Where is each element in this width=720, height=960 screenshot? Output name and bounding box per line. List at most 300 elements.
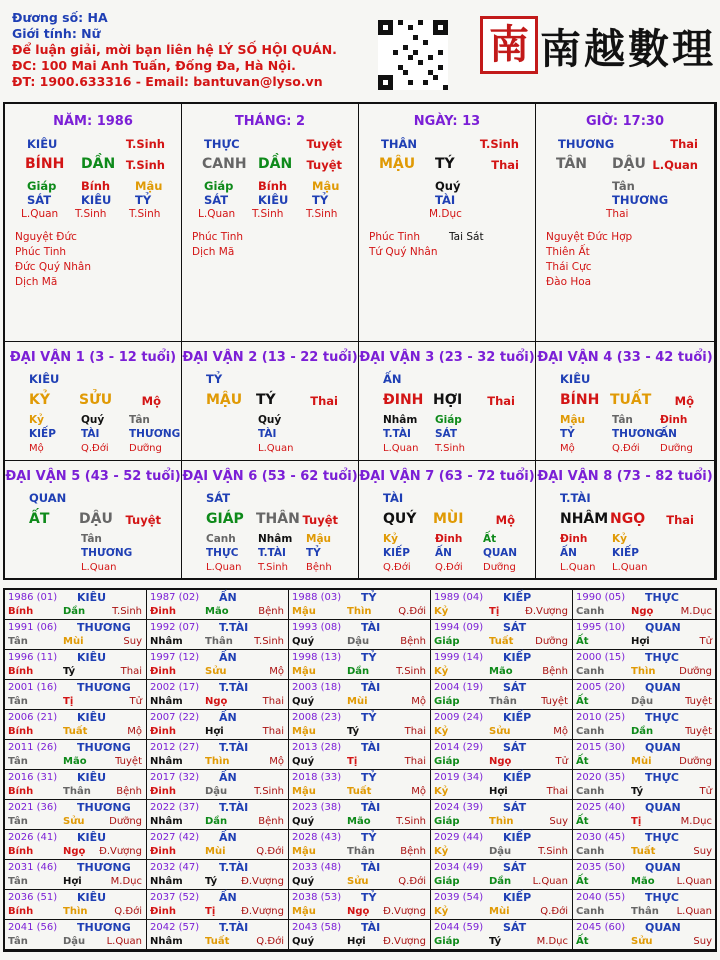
year-cell: [5, 920, 147, 950]
year-stage: Q.Đới: [398, 606, 426, 617]
year-can: Mậu: [292, 906, 316, 917]
year-god: SÁT: [503, 801, 527, 814]
star-item: Dịch Mã: [15, 276, 58, 288]
dai-van-chi: HỢI: [433, 392, 463, 408]
dai-van-stage: Thai: [310, 394, 338, 408]
dv-hidden-god-1: THƯƠNG: [612, 428, 664, 440]
hidden-god-0: SÁT: [204, 193, 229, 207]
hidden-stem-2: Mậu: [312, 179, 340, 193]
dai-van-god: KIÊU: [560, 372, 591, 386]
year-chi: Dần: [489, 876, 512, 887]
year-chi: Sửu: [489, 726, 511, 737]
year-can: Nhâm: [150, 936, 183, 947]
dv-hidden-stage-2: Dưỡng: [129, 443, 162, 454]
year-can: Mậu: [292, 726, 316, 737]
year-stage: Q.Đới: [256, 936, 284, 947]
dv-hidden-2: Tân: [129, 414, 150, 426]
dv-hidden-god-1: ẤN: [435, 547, 452, 559]
year-stage: Tử: [699, 636, 712, 647]
year-chi: Dậu: [347, 636, 370, 647]
year-cell: [289, 890, 431, 920]
year-chi: Mão: [205, 606, 229, 617]
year-cell: [573, 860, 717, 890]
dv-hidden-1: Quý: [81, 414, 105, 426]
year-can: Canh: [576, 726, 605, 737]
gioi-tinh: Giới tính: Nữ: [12, 26, 101, 41]
pillar-god: THÂN: [381, 137, 417, 151]
dai-van-title: ĐẠI VẬN 1 (3 - 12 tuổi): [9, 350, 177, 365]
hidden-stage-1: Thai: [606, 208, 629, 220]
year-chi: Thân: [489, 696, 517, 707]
year-chi: Dậu: [63, 936, 86, 947]
contact-line: Để luận giải, mời bạn liên hệ LÝ SỐ HỘI QUÁN.: [12, 42, 337, 57]
year-chi: Mùi: [631, 756, 652, 767]
year-can: Giáp: [434, 936, 460, 947]
year-chi: Mùi: [347, 696, 368, 707]
pillar-chi: DẦN: [258, 156, 293, 172]
year-cell: [573, 890, 717, 920]
year-label: 2019 (34): [434, 772, 484, 783]
dai-van-god: SÁT: [206, 491, 231, 505]
year-god: TỶ: [361, 771, 377, 784]
year-can: Bính: [8, 786, 34, 797]
dv-hidden-god-0: T.TÀI: [383, 428, 411, 440]
year-cell: [147, 920, 289, 950]
year-can: Nhâm: [150, 696, 183, 707]
dv-hidden-0: Kỷ: [383, 533, 398, 545]
year-stage: Đ.Vượng: [383, 906, 426, 917]
year-label: 2020 (35): [576, 772, 626, 783]
year-cell: [5, 590, 147, 620]
year-chi: Dậu: [631, 696, 654, 707]
year-god: QUAN: [645, 801, 681, 814]
dai-van-god: TỶ: [206, 372, 223, 386]
year-stage: Q.Đới: [256, 846, 284, 857]
dai-van-title: ĐẠI VẬN 5 (43 - 52 tuổi): [5, 469, 181, 484]
year-cell: [5, 830, 147, 860]
year-god: THỰC: [645, 711, 679, 724]
year-god: ẤN: [219, 711, 237, 724]
year-chi: Thìn: [347, 606, 372, 617]
year-god: TÀI: [361, 621, 381, 634]
year-stage: Mộ: [411, 696, 426, 707]
dai-van-can: NHÂM: [560, 511, 609, 527]
phone-email-line: ĐT: 1900.633316 - Email: bantuvan@lyso.vn: [12, 74, 323, 89]
year-chi: Tuất: [347, 786, 372, 797]
year-can: Kỷ: [434, 906, 449, 917]
star-item: Nguyệt Đức Hợp: [546, 231, 633, 243]
dai-van-5: [5, 461, 182, 580]
year-label: 1989 (04): [434, 592, 484, 603]
year-cell: [147, 740, 289, 770]
year-god: SÁT: [503, 921, 527, 934]
hidden-god-0: SÁT: [27, 193, 52, 207]
dv-hidden-stage-1: T.Sinh: [435, 443, 465, 454]
year-label: 2023 (38): [292, 802, 342, 813]
year-label: 2004 (19): [434, 682, 484, 693]
year-god: THƯƠNG: [77, 741, 131, 754]
year-can: Bính: [8, 726, 34, 737]
year-god: KIẾP: [503, 831, 532, 844]
year-cell: [573, 620, 717, 650]
year-god: TÀI: [361, 921, 381, 934]
year-label: 2021 (36): [8, 802, 58, 813]
year-can: Ất: [576, 936, 589, 947]
year-chi: Tị: [205, 906, 216, 917]
year-chi: Dần: [205, 816, 228, 827]
pillar-god-stage: Tuyệt: [306, 137, 342, 151]
year-can: Quý: [292, 816, 315, 827]
pillar-chi-stage: L.Quan: [652, 158, 698, 172]
year-can: Tân: [8, 636, 28, 647]
year-cell: [289, 740, 431, 770]
year-god: ẤN: [219, 831, 237, 844]
year-label: 2003 (18): [292, 682, 342, 693]
year-stage: Mộ: [411, 786, 426, 797]
year-chi: Mão: [631, 876, 655, 887]
year-god: THƯƠNG: [77, 681, 131, 694]
pillar-can: MẬU: [379, 156, 416, 172]
year-stage: M.Dục: [680, 816, 712, 827]
dai-van-title: ĐẠI VẬN 8 (73 - 82 tuổi): [537, 469, 713, 484]
year-chi: Dần: [347, 666, 370, 677]
year-stage: Đ.Vượng: [99, 846, 142, 857]
year-god: KIẾP: [503, 891, 532, 904]
dai-van-can: QUÝ: [383, 511, 417, 527]
pillar-can: BÍNH: [25, 156, 65, 172]
year-label: 2018 (33): [292, 772, 342, 783]
year-cell: [147, 650, 289, 680]
dai-van-god: TÀI: [383, 491, 404, 505]
dv-hidden-0: Kỷ: [29, 414, 44, 426]
dai-van-3: [359, 342, 536, 461]
hidden-stem-0: Giáp: [27, 179, 57, 193]
year-stage: L.Quan: [676, 876, 712, 887]
dv-hidden-stage-0: L.Quan: [560, 562, 596, 573]
year-cell: [573, 770, 717, 800]
year-stage: Mộ: [269, 666, 284, 677]
year-god: THƯƠNG: [77, 921, 131, 934]
dv-hidden-stage-2: Dưỡng: [660, 443, 693, 454]
year-cell: [289, 680, 431, 710]
year-can: Đinh: [150, 606, 177, 617]
year-label: 1999 (14): [434, 652, 484, 663]
year-can: Bính: [8, 666, 34, 677]
year-stage: Dưỡng: [679, 666, 712, 677]
year-god: T.TÀI: [219, 741, 249, 754]
year-chi: Thân: [347, 846, 375, 857]
year-chi: Tị: [347, 756, 358, 767]
year-can: Giáp: [434, 636, 460, 647]
year-chi: Tý: [489, 936, 502, 947]
year-label: 2043 (58): [292, 922, 342, 933]
dai-van-stage: Mộ: [674, 394, 694, 408]
star-item: Thái Cực: [546, 261, 592, 273]
year-stage: Tuyệt: [541, 696, 568, 707]
dv-hidden-god-0: THỰC: [206, 547, 239, 559]
year-chi: Ngọ: [631, 606, 654, 617]
year-cell: [5, 680, 147, 710]
year-chi: Thìn: [205, 756, 230, 767]
year-chi: Sửu: [205, 666, 227, 677]
dai-van-6: [182, 461, 359, 580]
year-cell: [289, 590, 431, 620]
year-label: 2029 (44): [434, 832, 484, 843]
year-can: Nhâm: [150, 816, 183, 827]
hidden-stem-0: Giáp: [204, 179, 234, 193]
year-chi: Mùi: [63, 636, 84, 647]
year-can: Nhâm: [150, 756, 183, 767]
year-label: 2013 (28): [292, 742, 342, 753]
dai-van-chi: TÝ: [256, 392, 276, 408]
pillar-chi-stage: Tuyệt: [306, 158, 342, 172]
dai-van-stage: Tuyệt: [302, 513, 338, 527]
year-stage: T.Sinh: [112, 606, 142, 617]
year-god: THƯƠNG: [77, 621, 131, 634]
year-god: T.TÀI: [219, 681, 249, 694]
year-stage: Thai: [404, 756, 426, 767]
star-list: [546, 230, 632, 290]
year-can: Canh: [576, 906, 605, 917]
year-label: 2036 (51): [8, 892, 58, 903]
dai-van-stage: Mộ: [141, 394, 161, 408]
year-can: Ất: [576, 816, 589, 827]
year-stage: Bệnh: [258, 606, 284, 617]
year-chi: Hợi: [205, 726, 224, 737]
pillar-title: NGÀY: 13: [413, 114, 481, 129]
year-chi: Thìn: [631, 666, 656, 677]
year-label: 1993 (08): [292, 622, 342, 633]
dv-hidden-god-1: TÀI: [258, 428, 277, 440]
year-can: Nhâm: [150, 876, 183, 887]
year-stage: Q.Đới: [114, 906, 142, 917]
hidden-stage-1: T.Sinh: [252, 208, 284, 220]
year-cell: [289, 620, 431, 650]
year-label: 2044 (59): [434, 922, 484, 933]
dai-van-stage: Thai: [666, 513, 694, 527]
year-stage: Đ.Vượng: [241, 876, 284, 887]
year-label: 2035 (50): [576, 862, 626, 873]
dv-hidden-2: Ất: [483, 533, 497, 545]
hidden-stage-1: M.Dục: [429, 208, 462, 220]
dai-van-4: [536, 342, 715, 461]
year-cell: [573, 740, 717, 770]
year-can: Quý: [292, 696, 315, 707]
year-stage: Suy: [693, 936, 712, 947]
year-can: Canh: [576, 606, 605, 617]
pillar-god-stage: Thai: [670, 137, 698, 151]
star-item: Phúc Tinh: [369, 231, 421, 243]
duong-so: Đương số: HA: [12, 10, 108, 25]
year-label: 2017 (32): [150, 772, 200, 783]
year-chi: Dần: [631, 726, 654, 737]
year-chi: Hợi: [63, 876, 82, 887]
year-can: Nhâm: [150, 636, 183, 647]
pillar-chi: DẬU: [612, 156, 646, 172]
pillar-can: TÂN: [556, 156, 588, 172]
year-cell: [147, 800, 289, 830]
year-chi: Sửu: [63, 816, 85, 827]
dai-van-chi: THÂN: [256, 511, 300, 527]
dv-hidden-stage-2: Bệnh: [306, 562, 332, 573]
dai-van-8: [536, 461, 715, 580]
year-label: 2022 (37): [150, 802, 200, 813]
dai-van-title: ĐẠI VẬN 6 (53 - 62 tuổi): [182, 469, 358, 484]
hidden-stem-1: Bính: [258, 179, 288, 193]
year-can: Đinh: [150, 726, 177, 737]
year-chi: Tuất: [205, 936, 230, 947]
pillar-title: THÁNG: 2: [234, 114, 306, 129]
year-chi: Mão: [489, 666, 513, 677]
year-stage: Tuyệt: [115, 756, 142, 767]
hidden-stage-2: T.Sinh: [129, 208, 161, 220]
dv-hidden-1: Quý: [258, 414, 282, 426]
hidden-god-1: KIÊU: [81, 193, 112, 207]
year-stage: Thai: [120, 666, 142, 677]
dai-van-can: ĐINH: [383, 392, 424, 408]
year-label: 2008 (23): [292, 712, 342, 723]
year-chi: Thìn: [63, 906, 88, 917]
year-label: 2007 (22): [150, 712, 200, 723]
hidden-stem-1: Quý: [435, 179, 461, 193]
dv-hidden-stage-2: Dưỡng: [483, 562, 516, 573]
dai-van-chi: NGỌ: [610, 511, 646, 527]
year-chi: Hợi: [347, 936, 366, 947]
hidden-god-2: TỶ: [135, 193, 152, 207]
year-chi: Ngọ: [489, 756, 512, 767]
year-label: 2031 (46): [8, 862, 58, 873]
year-label: 2032 (47): [150, 862, 200, 873]
hidden-stem-1: Tân: [612, 179, 635, 193]
year-label: 2027 (42): [150, 832, 200, 843]
year-can: Kỷ: [434, 726, 449, 737]
year-stage: Bệnh: [400, 846, 426, 857]
year-stage: T.Sinh: [396, 666, 426, 677]
year-label: 2026 (41): [8, 832, 58, 843]
year-label: 2030 (45): [576, 832, 626, 843]
dai-van-chi: SỬU: [79, 392, 113, 408]
year-can: Tân: [8, 696, 28, 707]
year-stage: Tử: [129, 696, 142, 707]
year-god: TỶ: [361, 591, 377, 604]
year-can: Kỷ: [434, 606, 449, 617]
year-stage: L.Quan: [532, 876, 568, 887]
year-cell: [431, 800, 573, 830]
year-label: 1987 (02): [150, 592, 200, 603]
year-label: 1991 (06): [8, 622, 58, 633]
dai-van-chi: DẬU: [79, 511, 113, 527]
year-cell: [431, 920, 573, 950]
year-cell: [5, 620, 147, 650]
dai-van-god: T.TÀI: [560, 491, 591, 505]
pillar-title: NĂM: 1986: [53, 114, 133, 129]
pillar-chi: TÝ: [435, 156, 455, 172]
star-list: [15, 230, 91, 290]
year-chi: Thân: [63, 786, 91, 797]
year-god: T.TÀI: [219, 801, 249, 814]
star-list: [369, 230, 437, 260]
hidden-god-1: TÀI: [435, 193, 456, 207]
year-cell: [431, 770, 573, 800]
year-stage: Thai: [262, 726, 284, 737]
year-label: 2014 (29): [434, 742, 484, 753]
year-label: 2000 (15): [576, 652, 626, 663]
year-label: 1988 (03): [292, 592, 342, 603]
dv-hidden-god-0: ẤN: [560, 547, 577, 559]
year-can: Bính: [8, 906, 34, 917]
year-cell: [5, 740, 147, 770]
dai-van-can: KỶ: [29, 392, 50, 408]
year-can: Tân: [8, 816, 28, 827]
year-label: 2025 (40): [576, 802, 626, 813]
year-chi: Tý: [205, 876, 218, 887]
year-chi: Mão: [347, 816, 371, 827]
dv-hidden-stage-0: Mộ: [560, 443, 575, 454]
yearly-luck-table: [3, 588, 717, 952]
year-god: QUAN: [645, 861, 681, 874]
dv-hidden-stage-0: Mộ: [29, 443, 44, 454]
year-chi: Mùi: [205, 846, 226, 857]
dv-hidden-stage-0: Q.Đới: [383, 562, 411, 573]
dv-hidden-god-2: TỶ: [306, 547, 321, 559]
year-god: THỰC: [645, 591, 679, 604]
dv-hidden-stage-1: L.Quan: [81, 562, 117, 573]
pillar-god-stage: T.Sinh: [125, 137, 165, 151]
dai-van-chi: MÙI: [433, 511, 464, 527]
dv-hidden-god-1: TÀI: [81, 428, 100, 440]
year-cell: [147, 710, 289, 740]
dai-van-chi: TUẤT: [610, 392, 652, 408]
year-chi: Tý: [347, 726, 360, 737]
dv-hidden-0: Đinh: [560, 533, 588, 545]
dv-hidden-1: Tân: [612, 414, 633, 426]
dv-hidden-1: Tân: [81, 533, 102, 545]
dv-hidden-stage-1: L.Quan: [612, 562, 648, 573]
qr-code-icon: [378, 20, 448, 90]
star-item: Dịch Mã: [192, 246, 235, 258]
year-stage: L.Quan: [676, 906, 712, 917]
year-can: Tân: [8, 876, 28, 887]
dai-van-can: GIÁP: [206, 511, 244, 527]
dv-hidden-0: Mậu: [560, 414, 586, 426]
year-god: KIẾP: [503, 711, 532, 724]
year-god: T.TÀI: [219, 861, 249, 874]
year-chi: Tý: [63, 666, 76, 677]
year-label: 2042 (57): [150, 922, 200, 933]
year-can: Bính: [8, 606, 34, 617]
year-cell: [431, 860, 573, 890]
year-stage: Đ.Vượng: [383, 936, 426, 947]
year-chi: Sửu: [631, 936, 653, 947]
year-chi: Tuất: [631, 846, 656, 857]
year-label: 2039 (54): [434, 892, 484, 903]
year-chi: Tuất: [489, 636, 514, 647]
year-can: Mậu: [292, 786, 316, 797]
year-can: Đinh: [150, 786, 177, 797]
year-god: TÀI: [361, 681, 381, 694]
year-cell: [5, 890, 147, 920]
year-can: Giáp: [434, 756, 460, 767]
year-can: Quý: [292, 636, 315, 647]
dai-van-can: BÍNH: [560, 392, 600, 408]
dv-hidden-god-1: SÁT: [435, 428, 458, 440]
year-stage: Suy: [549, 816, 568, 827]
year-god: ẤN: [219, 651, 237, 664]
year-stage: Tuyệt: [685, 726, 712, 737]
hidden-stage-0: L.Quan: [21, 208, 59, 220]
dv-hidden-god-1: KIẾP: [612, 547, 639, 559]
year-god: KIÊU: [77, 771, 107, 784]
